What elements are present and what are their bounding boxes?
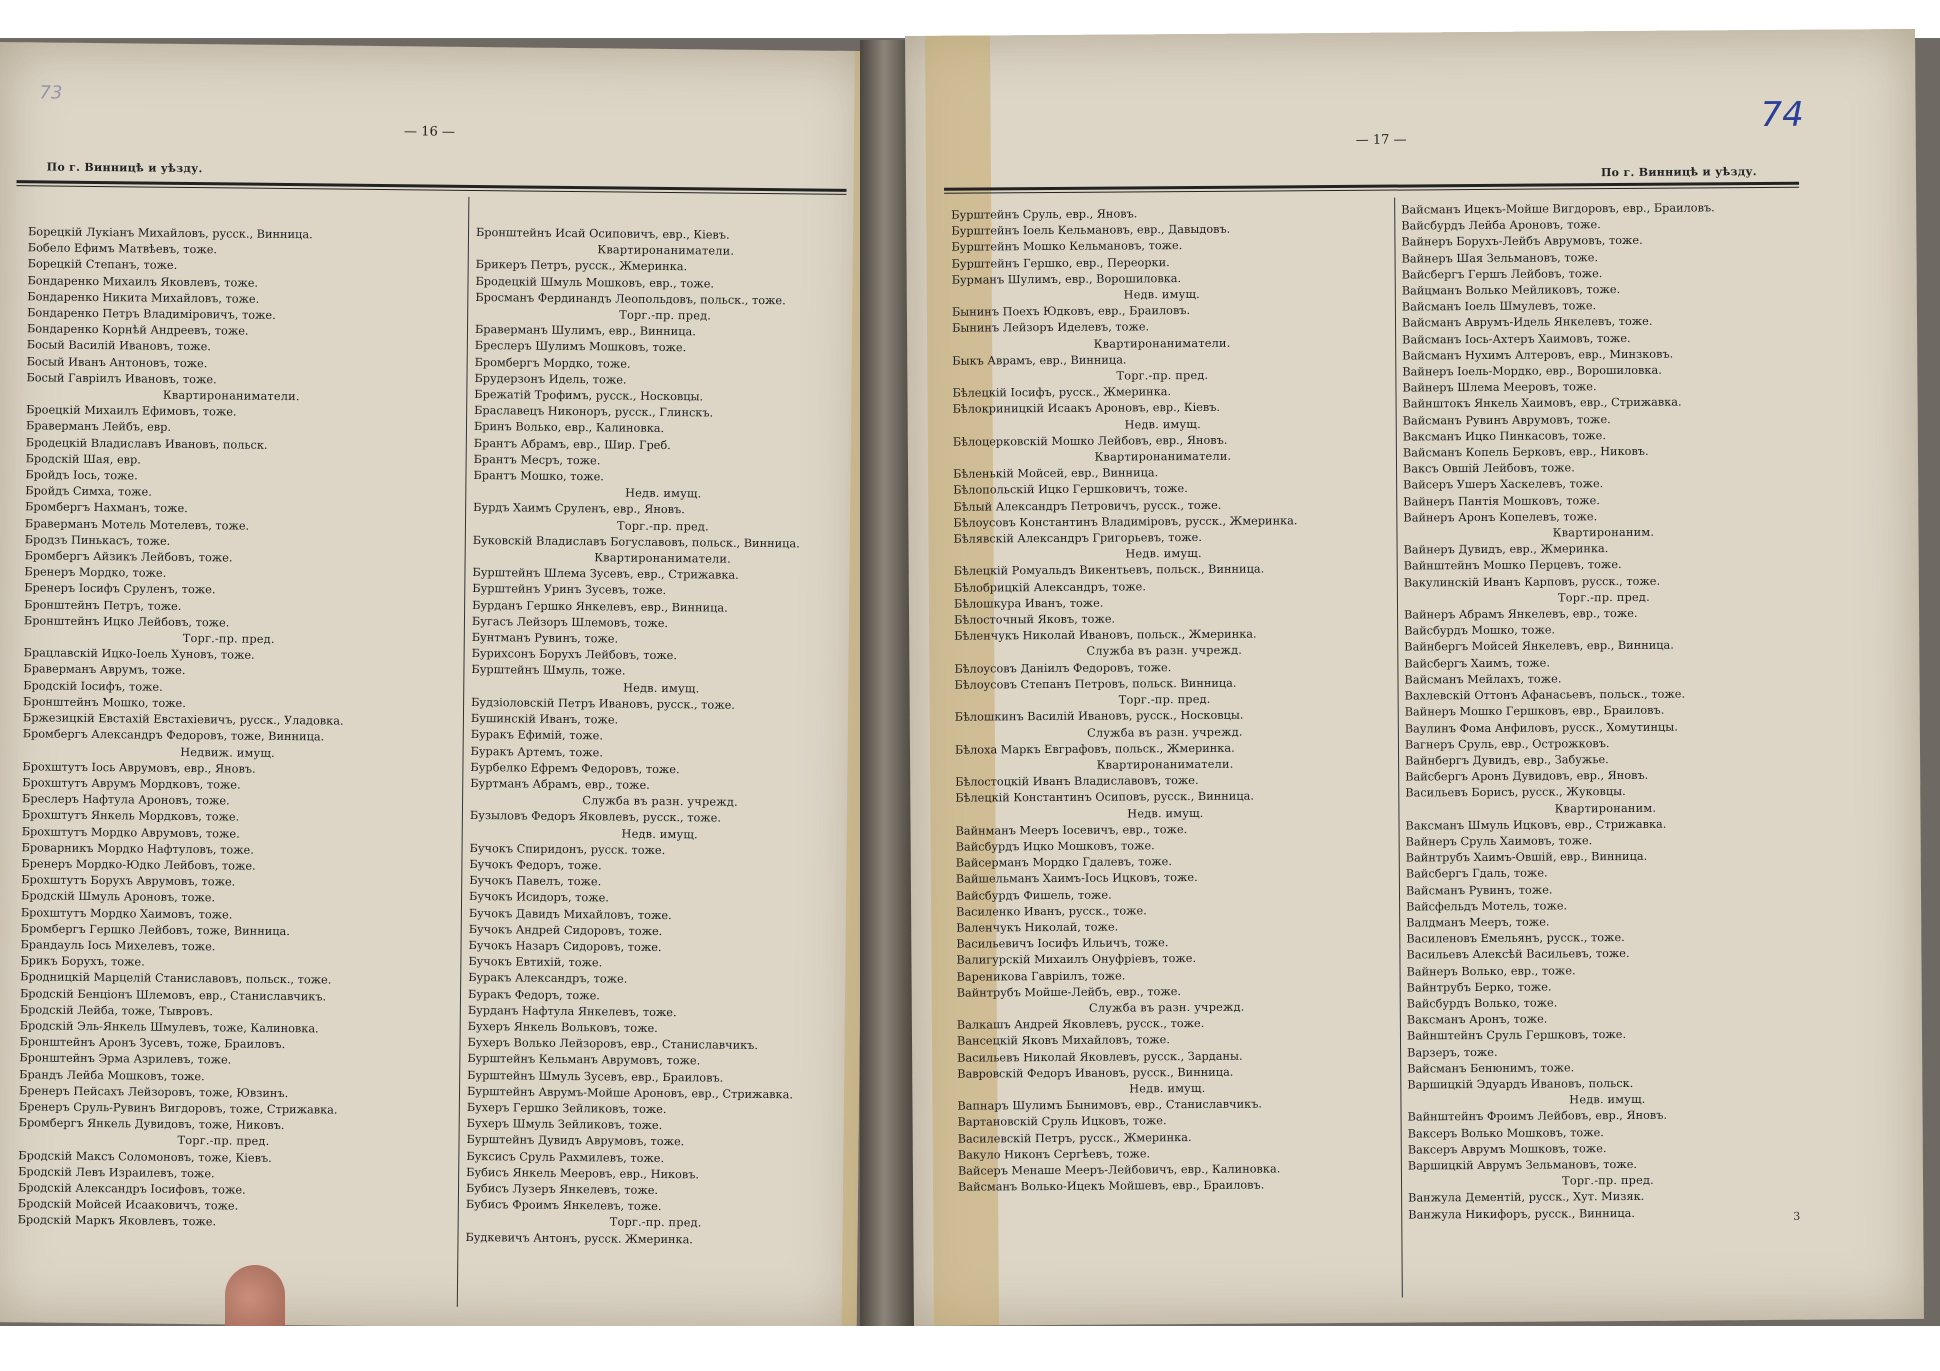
register-entry: Брохштутъ Янкель Мордковъ, тоже. [21,808,240,824]
register-entry: Бродскій Максъ Соломоновъ, тоже, Кіевъ. [18,1148,272,1165]
register-entry: Бучокъ Андрей Сидоровъ, тоже. [468,922,663,938]
register-entry: Ваулинъ Фома Анфиловъ, русск., Хомутинцы. [1404,720,1678,736]
register-entry: Бродскій Шмуль Ароновъ, тоже. [20,889,216,905]
register-entry: Бройдъ Іось, тоже. [25,468,138,483]
section-heading: Торг.-пр. пред. [609,1215,702,1230]
register-entry: Бродскій Бенціонъ Шлемовъ, евр., Станиславчикъ. [19,986,327,1004]
section-heading: Торг.-пр. пред. [619,308,712,323]
register-entry: Вайсбергъ Гдаль, тоже. [1405,866,1548,881]
right-column-1 [951,205,1398,1196]
register-entry: Вайнеръ Пантія Мошковъ, тоже. [1403,493,1600,509]
register-entry: Босый Иванъ Антоновъ, тоже. [26,354,208,370]
register-entry: Вайнеръ Аронъ Копелевъ, тоже. [1403,510,1598,525]
register-entry: Бурдъ Хаимъ Сруленъ, евр., Яновъ. [473,501,685,517]
register-entry: Буракъ Федоръ, тоже. [467,987,601,1002]
register-entry: Вайсбурдъ Мошко, тоже. [1404,623,1556,638]
section-heading: Квартиронаниматели. [1094,449,1232,464]
register-entry: Бубисъ Лузеръ Янкелевъ, тоже. [465,1181,659,1197]
register-entry: Бурштейнъ Дувидъ Аврумовъ, тоже. [466,1133,685,1149]
register-entry: Вайнеръ Волько, евр., тоже. [1406,963,1576,979]
section-heading: Торг.-пр. пред. [182,632,275,646]
register-entry: Бушинскій Иванъ, тоже. [470,712,619,727]
register-entry: Вайнеръ Борухъ-Лейбъ Аврумовъ, тоже. [1401,234,1643,249]
register-entry: Вайнеръ Сруль Хаимовъ, тоже. [1405,834,1593,849]
register-entry: Вареникова Гавріилъ, тоже. [956,969,1126,984]
register-entry: Вайнштейнъ Мошко Перцевъ, тоже. [1403,558,1622,573]
register-entry: Бурманъ Шулимъ, евр., Ворошиловка. [951,271,1182,287]
register-entry: Бурбелко Ефремъ Федоровъ, тоже. [470,760,680,776]
register-entry: Бронштейнъ Эрма Азрилевъ, тоже. [19,1051,232,1067]
register-entry: Ванжула Дементій, русск., Хут. Мизяк. [1408,1190,1645,1205]
register-entry: Варшицкій Эдуардъ Ивановъ, польск. [1407,1076,1634,1092]
register-entry: Бучокъ Спиридонъ, русск. тоже. [469,841,666,857]
register-entry: Вайсманъ Аврумъ-Идель Янкелевъ, тоже. [1401,315,1653,330]
register-entry: Бромбергъ Айзикъ Лейбовъ, тоже. [24,549,233,565]
section-heading: Служба въ разн. учрежд. [1086,644,1243,659]
register-entry: Вайнштейнъ Фроимъ Лейбовъ, евр., Яновъ. [1407,1109,1668,1124]
register-entry: Варшицкій Аврумъ Зельмановъ, тоже. [1407,1157,1638,1173]
register-entry: Бѣленчукъ Николай Ивановъ, польск., Жмеринка. [954,627,1257,643]
register-entry: Вайнштейнъ Сруль Гершковъ, тоже. [1406,1028,1627,1043]
register-entry: Вайнеръ Мошко Гершковъ, евр., Браиловъ. [1404,704,1665,719]
register-entry: Вайсерманъ Мордко Гдалевъ, тоже. [955,855,1172,870]
section-heading: Квартиронаниматели. [597,243,735,258]
pencil-annotation-left: 73 [39,82,63,104]
register-entry: Бренеръ Іосифъ Сруленъ, тоже. [24,581,216,597]
register-entry: Бреслеръ Нафтула Ароновъ, тоже. [22,792,230,808]
section-heading: Квартиронаниматели. [1093,336,1231,351]
register-entry: Ваксманъ Аронъ, тоже. [1406,1012,1548,1027]
register-entry: Бучокъ Давидъ Михайловъ, тоже. [468,906,672,922]
register-entry: Бѣлоусовъ Даніилъ Федоровъ, тоже. [954,660,1172,676]
section-heading: Торг.-пр. пред. [616,519,709,534]
register-entry: Буксисъ Сруль Рахмилевъ, тоже. [466,1149,665,1165]
register-entry: Бронштейнъ Ицко Лейбовъ, тоже. [23,614,230,630]
register-entry: Вайцманъ Волько Мейликовъ, тоже. [1401,283,1621,298]
register-entry: Бродецкій Шмуль Мошковъ, евр., тоже. [475,274,715,291]
register-entry: Бренеръ Мордко-Юдко Лейбовъ, тоже. [21,857,256,873]
register-entry: Вартановскій Сруль Ицковъ, тоже. [957,1114,1167,1130]
register-entry: Бурштейнъ Шлема Зусевъ, евр., Стрижавка. [472,566,739,583]
register-entry: Буртманъ Абрамъ, евр., тоже. [470,776,650,792]
register-entry: Василеновъ Емельянъ, русск., тоже. [1406,931,1625,946]
section-heading: Недв. имущ. [1125,547,1202,561]
section-heading: Служба въ разн. учрежд. [1088,1000,1245,1015]
right-page [905,29,1924,1326]
register-entry: Вайсманъ Іось-Ахтеръ Хаимовъ, тоже. [1402,331,1631,347]
register-entry: Брандауль Іось Михелевъ, тоже. [20,938,216,954]
register-entry: Васильевъ Николай Яковлевъ, русск., Зарданы. [957,1049,1243,1065]
register-entry: Бѣлецкій Іосифъ, русск., Жмеринка. [952,385,1172,400]
register-entry: Валенчукъ Николай, тоже. [956,920,1119,935]
register-entry: Бучокъ Федоръ, тоже. [469,857,602,873]
register-entry: Бродскій Маркъ Яковлевъ, тоже. [17,1213,217,1229]
register-entry: Бубисъ Фроимъ Янкелевъ, тоже. [465,1198,662,1214]
register-entry: Василевскій Петръ, русск., Жмеринка. [957,1130,1192,1146]
register-entry: Борецкій Лукіанъ Михайловъ, русск., Винница. [27,225,313,242]
section-heading: Недв. имущ. [621,827,698,841]
register-entry: Брохштутъ Борухъ Аврумовъ, тоже. [21,873,236,889]
register-entry: Вайнтрубъ Хаимъ-Овшій, евр., Винница. [1405,849,1648,865]
register-entry: Варзеръ, тоже. [1407,1045,1498,1060]
register-entry: Вайнманъ Мееръ Іосевичъ, евр., тоже. [955,822,1188,838]
section-heading: Недвиж. имущ. [180,745,275,760]
register-entry: Бѣлосточный Яковъ, тоже. [954,612,1116,627]
register-entry: Бѣлопольскій Ицко Гершковичъ, тоже. [953,482,1188,498]
register-entry: Бондаренко Михаилъ Яковлевъ, тоже. [27,273,259,290]
register-entry: Бржезицкій Евстахій Евстахіевичъ, русск., Уладовка. [22,711,344,728]
register-entry: Бурштейнъ Аврумъ-Мойше Ароновъ, евр., Стрижавка. [466,1084,794,1102]
register-entry: Вайнбергъ Мойсей Янкелевъ, евр., Винница. [1404,639,1674,655]
register-entry: Бѣлоусовъ Константинъ Владиміровъ, русск., Жмеринка. [953,514,1298,530]
register-entry: Бурштейнъ Гершко, евр., Переорки. [951,255,1170,271]
register-entry: Вайсманъ Рувинъ, тоже. [1405,883,1553,898]
register-entry: Бунтманъ Рувинъ, тоже. [471,631,619,646]
register-entry: Бузыловъ Федоръ Яковлевъ, русск., тоже. [469,809,722,825]
register-entry: Брикеръ Петръ, русск., Жмеринка. [475,258,688,274]
register-entry: Ваксеръ Волько Мошковъ, тоже. [1407,1125,1604,1141]
section-heading: Недв. имущ. [1123,287,1200,302]
register-entry: Бурштейнъ Шмуль, тоже. [471,663,626,679]
register-entry: Бромбергъ Гершко Лейбовъ, тоже, Винница. [20,922,290,938]
pencil-page-number: 74 [1760,94,1804,136]
register-entry: Васильевъ Алексѣй Васильевъ, тоже. [1406,947,1630,962]
register-entry: Бухеръ Волько Лейзоровъ, евр., Станиславчикъ. [467,1036,759,1053]
register-entry: Брохштутъ Мордко Аврумовъ, тоже. [21,824,240,841]
register-entry: Вайсеръ Ушеръ Хаскелевъ, тоже. [1403,477,1604,492]
register-entry: Бурштейнъ Іоель Кельмановъ, евр., Давыдовъ. [951,222,1231,238]
register-entry: Василенко Иванъ, русск., тоже. [956,904,1147,919]
register-entry: Вайнеръ Іоель-Мордко, евр., Ворошиловка. [1402,363,1662,379]
register-entry: Вайсбергъ Аронъ Дувидовъ, евр., Яновъ. [1405,768,1649,784]
register-entry: Вайсманъ Іоель Шмулевъ, тоже. [1401,299,1597,314]
register-entry: Бродскій Шая, евр. [25,452,141,467]
register-entry: Васильевичъ Іосифъ Ильичъ, тоже. [956,936,1169,951]
register-entry: Борецкій Степанъ, тоже. [27,257,178,273]
section-heading: Торг.-пр. пред. [1116,368,1209,383]
register-entry: Бухеръ Янкель Вольковъ, тоже. [467,1019,658,1035]
register-entry: Бѣлостоцкій Иванъ Владиславовъ, тоже. [955,774,1199,789]
register-entry: Бѣлобрицкій Александръ, тоже. [953,580,1146,595]
register-entry: Бронштейнъ Мошко, тоже. [23,695,186,710]
register-entry: Вапнаръ Шулимъ Бынимовъ, евр., Станиславчикъ. [957,1097,1263,1113]
register-entry: Бѣлоха Маркъ Евграфовъ, польск., Жмеринка. [954,741,1235,757]
section-heading: Служба въ разн. учрежд. [1087,725,1243,740]
register-entry: Брацлавскій Ицко-Іоель Хуновъ, тоже. [23,646,255,662]
register-entry: Бромбергъ Александръ Федоровъ, тоже, Винница. [22,727,325,744]
register-entry: Вакулинскій Иванъ Карповъ, русск., тоже. [1403,574,1661,590]
register-entry: Бѣлошкинъ Василій Ивановъ, русск., Носковцы. [954,708,1244,724]
register-entry: Вайнштокъ Янкель Хаимовъ, евр., Стрижавка. [1402,396,1682,411]
register-entry: Бурштейнъ Кельманъ Аврумовъ, тоже. [467,1052,701,1068]
register-entry: Вайнбергъ Дувидъ, евр., Забужье. [1405,753,1609,768]
register-entry: Брантъ Абрамъ, евр., Шир. Греб. [473,436,671,452]
register-entry: Бродскій Александръ Іосифовъ, тоже. [17,1181,246,1197]
register-entry: Бухеръ Шмуль Зейликовъ, тоже. [466,1117,663,1133]
register-entry: Босый Василій Ивановъ, тоже. [26,338,211,354]
register-entry: Валигурскій Михаилъ Онуфріевъ, тоже. [956,952,1197,968]
register-entry: Вахлевскій Оттонъ Афанасьевъ, польск., тоже. [1404,687,1686,703]
register-entry: Броварникъ Мордко Нафтуловъ, тоже. [21,840,254,857]
register-entry: Бондаренко Корнѣй Андреевъ, тоже. [26,322,249,338]
register-entry: Браславецъ Никоноръ, русск., Глинскъ. [474,404,714,420]
register-entry: Бугасъ Лейзоръ Шлемовъ, тоже. [471,614,669,630]
register-entry: Бромбергъ Мордко, тоже. [474,355,631,371]
running-head-right: По г. Винницѣ и уѣзду. [1600,165,1757,180]
register-entry: Бродзъ Пинькасъ, тоже. [24,533,171,548]
register-entry: Вайнеръ Дувидъ, евр., Жмеринка. [1403,542,1609,557]
register-entry: Бройдъ Симха, тоже. [25,484,152,499]
register-entry: Бѣлокриницкій Исаакъ Ароновъ, евр., Кіевъ. [952,401,1221,417]
register-entry: Вансецкій Яковъ Михайловъ, тоже. [956,1033,1170,1049]
section-heading: Служба въ разн. учрежд. [582,794,738,809]
register-entry: Вавровскій Федоръ Ивановъ, русск., Винница. [957,1065,1234,1081]
section-heading: Недв. имущ. [1127,806,1204,820]
register-entry: Бучокъ Павелъ, тоже. [469,874,602,889]
register-entry: Бромбергъ Янкель Дувидовъ, тоже, Никовъ. [18,1116,285,1133]
register-entry: Вайшельманъ Хаимъ-Іось Ицковъ, тоже. [955,871,1198,886]
register-entry: Браверманъ Мотель Мотелевъ, тоже. [24,516,250,533]
register-entry: Бромбергъ Нахманъ, тоже. [25,500,188,516]
left-column-2 [465,225,870,1250]
register-entry: Вайсеръ Менаше Мееръ-Лейбовичъ, евр., Калиновка. [957,1162,1281,1178]
register-entry: Бронштейнъ Петръ, тоже. [24,597,182,613]
register-entry: Буковскій Владиславъ Богуславовъ, польск., Винница. [472,533,800,551]
register-entry: Бухеръ Гершко Зейликовъ, тоже. [466,1100,667,1117]
register-entry: Бренеръ Сруль-Рувинъ Вигдоровъ, тоже, Стрижавка. [18,1100,338,1117]
register-entry: Бурштейнъ Сруль, евр., Яновъ. [951,207,1138,222]
register-entry: Брандъ Лейба Мошковъ, тоже. [19,1067,205,1083]
signature-mark: 3 [1793,1209,1801,1223]
register-entry: Васильевъ Борисъ, русск., Жуковцы. [1405,785,1626,800]
register-entry: Брантъ Мошко, тоже. [473,469,605,484]
register-entry: Бѣлецкій Ромуальдъ Викентьевъ, польск., Винница. [953,562,1265,579]
left-column-1 [18,224,458,1233]
register-entry: Вайсбергъ Хаимъ, тоже. [1404,656,1550,671]
register-entry: Вайсфельдъ Мотель, тоже. [1406,899,1568,914]
register-entry: Бродскій Мойсей Исааковичъ, тоже. [17,1197,239,1213]
register-entry: Бурштейнъ Шмуль Зусевъ, евр., Браиловъ. [467,1068,724,1085]
register-entry: Бреслеръ Шулимъ Мошковъ, тоже. [474,339,687,355]
header-rule-left [16,180,846,195]
register-entry: Бросманъ Фердинандъ Леопольдовъ, польск., тоже. [475,290,786,308]
page-number-right: — 17 — [1355,132,1407,148]
register-entry: Бѣленькій Мойсей, евр., Винница. [953,466,1159,481]
section-heading: Недв. имущ. [1569,1093,1646,1107]
section-heading: Квартиронаниматели. [594,551,732,566]
register-entry: Бондаренко Петръ Владиміровичъ, тоже. [27,306,276,322]
register-entry: Брежатій Трофимъ, русск., Носковцы. [474,388,704,404]
register-entry: Буракъ Александръ, тоже. [468,971,628,986]
register-entry: Бродницкій Марцелій Станиславовъ, польск., тоже. [20,970,332,987]
register-entry: Буракъ Артемъ, тоже. [470,744,604,759]
register-entry: Вайнеръ Шлема Мееровъ, тоже. [1402,380,1597,395]
section-heading: Недв. имущ. [623,681,700,696]
section-heading: Недв. имущ. [1129,1081,1206,1096]
section-heading: Торг.-пр. пред. [177,1134,270,1149]
register-entry: Вайнеръ Абрамъ Янкелевъ, евр., тоже. [1404,606,1638,622]
register-entry: Бурданъ Гершко Янкелевъ, евр., Винница. [472,598,728,615]
register-entry: Бринъ Волько, евр., Калиновка. [473,420,665,436]
register-entry: Бѣлецкій Константинъ Осиповъ, русск., Винница. [955,789,1254,805]
register-entry: Быкъ Аврамъ, евр., Винница. [952,353,1127,368]
left-page [0,42,870,1331]
register-entry: Бронштейнъ Исай Осиповичъ, евр., Кіевъ. [475,225,730,242]
register-entry: Вайсбурдъ Волько, тоже. [1406,996,1558,1011]
register-entry: Вайсбурдъ Фишель, тоже. [955,888,1112,903]
register-entry: Бѣлоусовъ Степанъ Петровъ, польск. Винница. [954,676,1237,692]
register-entry: Бродскій Іосифъ, тоже. [23,678,163,694]
register-entry: Вайсбурдъ Ицко Мошковъ, тоже. [955,839,1155,854]
register-entry: Ванжула Никифоръ, русск., Винница. [1408,1206,1635,1222]
register-entry: Вайсбергъ Гершъ Лейбовъ, тоже. [1401,266,1603,282]
register-entry: Бучокъ Евтихій, тоже. [468,955,603,970]
register-entry: Бынинъ Поехъ Юдковъ, евр., Браиловъ. [951,304,1191,319]
register-entry: Бродскій Эль-Янкель Шмулевъ, тоже, Калиновка. [19,1019,319,1036]
register-entry: Бурштейнъ Уринъ Зусевъ, тоже. [472,582,667,598]
register-entry: Бродскій Лейба, тоже, Тывровъ. [19,1003,214,1019]
register-entry: Браверманъ Лейбъ, евр. [25,419,172,435]
register-entry: Будзіоловскій Петръ Ивановъ, русск., тоже. [471,695,735,712]
register-entry: Бурихсонъ Борухъ Лейбовъ, тоже. [471,647,678,663]
register-entry: Бурштейнъ Мошко Кельмановъ, тоже. [951,239,1183,255]
register-entry: Вайнтрубъ Мойше-Лейбъ, евр., тоже. [956,984,1182,1000]
register-entry: Валкашъ Андрей Яковлевъ, русск., тоже. [956,1017,1205,1032]
section-heading: Торг.-пр. пред. [1562,1173,1654,1188]
register-entry: Вайсманъ Нухимъ Алтеровъ, евр., Минзковъ. [1402,347,1674,363]
register-entry: Вайсманъ Бенюнимъ, тоже. [1407,1061,1575,1076]
page-number-left: — 16 — [404,124,455,140]
register-entry: Будкевичъ Антонъ, русск. Жмеринка. [465,1230,694,1246]
register-entry: Вайнтрубъ Берко, тоже. [1406,980,1552,995]
register-entry: Вайнеръ Шая Зельмановъ, тоже. [1401,250,1599,266]
register-entry: Бѣлый Александръ Петровичъ, русск., тоже. [953,498,1222,514]
register-entry: Ваксманъ Шмуль Ицковъ, евр., Стрижавка. [1405,817,1667,833]
bottom-margin [0,1326,1940,1371]
register-entry: Ваксманъ Ицко Пинкасовъ, тоже. [1402,428,1606,444]
register-entry: Бренеръ Пейсахъ Лейзоровъ, тоже, Ювзинъ. [18,1084,289,1100]
register-entry: Бубисъ Янкель Мееровъ, евр., Никовъ. [466,1165,700,1182]
register-entry: Бѣлявскій Александръ Григорьевъ, тоже. [953,531,1202,546]
header-rule-right [944,182,1799,194]
register-entry: Бурданъ Нафтула Янкелевъ, тоже. [467,1003,677,1019]
register-entry: Брикъ Борухъ, тоже. [20,954,145,969]
register-entry: Вакуло Никонъ Сергѣевъ, тоже. [957,1147,1151,1162]
section-heading: Недв. имущ. [625,486,702,501]
right-column-2 [1401,200,1828,1224]
register-entry: Бѣлоцерковскій Мошко Лейбовъ, евр., Яновъ. [952,433,1228,449]
section-heading: Торг.-пр. пред. [1557,590,1650,605]
register-entry: Вайсманъ Ицекъ-Мойше Вигдоровъ, евр., Браиловъ. [1401,201,1715,217]
register-entry: Браверманъ Шулимъ, евр., Винница. [474,323,696,339]
register-entry: Бобело Ефимъ Матвѣевъ, тоже. [27,241,218,257]
register-entry: Бродскій Левъ Израилевъ, тоже. [18,1165,215,1181]
register-entry: Бронштейнъ Аронъ Зусевъ, тоже, Браиловъ. [19,1035,286,1052]
section-heading: Квартиронаниматели. [162,388,300,404]
register-entry: Брохштутъ Аврумъ Мордковъ, тоже. [22,776,241,792]
register-entry: Бѣлошкура Иванъ, тоже. [953,596,1104,611]
register-entry: Буракъ Ефимій, тоже. [470,728,604,743]
register-entry: Вагнеръ Сруль, евр., Острожковъ. [1404,736,1610,752]
register-entry: Бучокъ Назаръ Сидоровъ, тоже. [468,938,662,954]
register-entry: Броецкій Михаилъ Ефимовъ, тоже. [26,403,237,419]
section-heading: Квартиронаним. [1552,525,1655,540]
register-entry: Ваксъ Овшій Лейбовъ, тоже. [1402,461,1575,476]
register-entry: Брохштутъ Іось Аврумовъ, евр., Яновъ. [22,759,256,776]
register-entry: Брудерзонъ Идель, тоже. [474,371,627,387]
register-entry: Бучокъ Исидоръ, тоже. [469,890,609,905]
section-heading: Торг.-пр. пред. [1118,692,1211,707]
register-entry: Брохштутъ Мордко Хаимовъ, тоже. [20,905,233,922]
register-entry: Вайсманъ Копель Берковъ, евр., Никовъ. [1402,444,1649,460]
register-entry: Браверманъ Аврумъ, тоже. [23,662,186,678]
register-entry: Бродецкій Владиславъ Ивановъ, польск. [25,435,268,452]
section-heading: Квартиронаним. [1554,801,1657,815]
register-entry: Вайсманъ Мейлахъ, тоже. [1404,672,1562,687]
section-heading: Квартиронаниматели. [1096,757,1234,772]
register-entry: Вайсманъ Волько-Ицекъ Мойшевъ, евр., Браиловъ. [957,1178,1265,1194]
running-head-left: По г. Винницѣ и уѣзду. [46,160,203,176]
register-entry: Валдманъ Мееръ, тоже. [1406,915,1550,930]
register-entry: Вайсманъ Рувинъ Аврумовъ, тоже. [1402,412,1611,428]
register-entry: Бынинъ Лейзоръ Иделевъ, тоже. [951,320,1150,336]
register-entry: Босый Гавріилъ Ивановъ, тоже. [26,371,217,387]
register-entry: Бондаренко Никита Михайловъ, тоже. [27,290,260,306]
register-entry: Вайсбурдъ Лейба Ароновъ, тоже. [1401,218,1601,233]
register-entry: Брантъ Месръ, тоже. [473,452,601,468]
section-heading: Недв. имущ. [1124,417,1201,432]
register-entry: Ваксеръ Аврумъ Мошковъ, тоже. [1407,1141,1607,1157]
register-entry: Бренеръ Мордко, тоже. [24,565,167,581]
